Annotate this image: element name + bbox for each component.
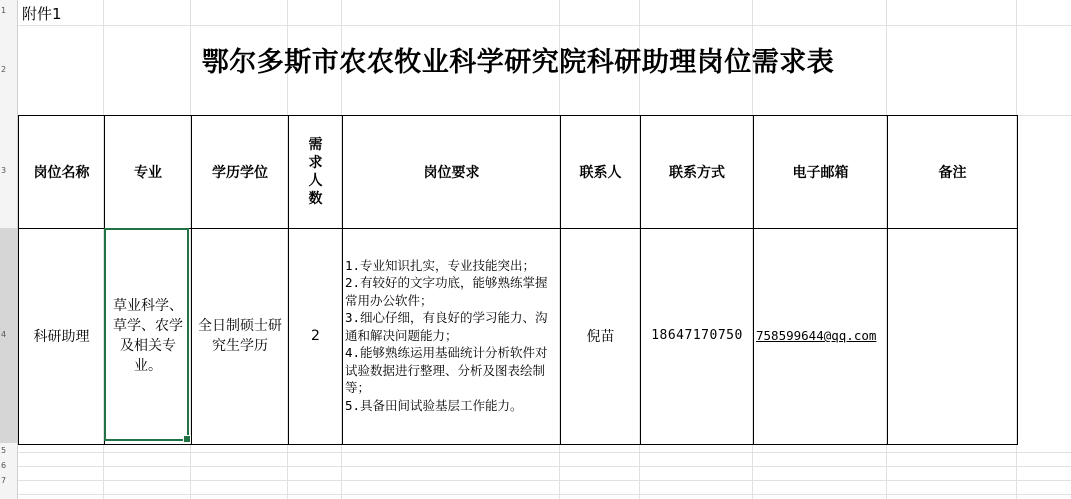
row-number[interactable]: 6 xyxy=(1,461,7,470)
cell-headcount[interactable]: 2 xyxy=(311,327,320,344)
header-major[interactable]: 专业 xyxy=(134,165,162,181)
header-requirements[interactable]: 岗位要求 xyxy=(423,165,480,181)
cell-phone[interactable]: 18647170750 xyxy=(651,328,743,343)
requirement-item: 3.细心仔细，有良好的学习能力、沟通和解决问题能力； xyxy=(345,310,548,343)
requirement-item: 2.有较好的文字功底，能够熟练掌握常用办公软件； xyxy=(345,275,548,308)
gridline xyxy=(0,466,1071,467)
header-remarks[interactable]: 备注 xyxy=(938,165,967,181)
header-degree[interactable]: 学历学位 xyxy=(212,165,268,181)
header-position[interactable]: 岗位名称 xyxy=(33,165,90,181)
requirement-item: 5.具备田间试验基层工作能力。 xyxy=(345,397,523,413)
requirement-item: 1.专业知识扎实，专业技能突出； xyxy=(345,257,536,273)
header-headcount-char: 需 xyxy=(308,137,323,153)
header-email[interactable]: 电子邮箱 xyxy=(792,165,849,181)
gridline xyxy=(0,25,1071,26)
email-link[interactable]: 758599644@qq.com xyxy=(756,328,877,343)
page-title[interactable]: 鄂尔多斯市农农牧业科学研究院科研助理岗位需求表 xyxy=(201,47,835,78)
cell-degree[interactable]: 全日制硕士研究生学历 xyxy=(198,317,282,354)
gridline xyxy=(0,494,1071,495)
cell-position[interactable]: 科研助理 xyxy=(33,328,90,345)
row-number[interactable]: 2 xyxy=(1,65,7,74)
gridline xyxy=(0,452,1071,453)
row-number[interactable]: 7 xyxy=(1,476,7,485)
header-headcount-char: 求 xyxy=(308,155,323,171)
cell-contact[interactable]: 倪苗 xyxy=(586,328,615,345)
header-phone[interactable]: 联系方式 xyxy=(669,165,725,181)
header-headcount[interactable] xyxy=(289,116,342,228)
header-headcount-char: 数 xyxy=(308,191,323,207)
requirements-table xyxy=(18,115,1018,445)
row-number[interactable]: 4 xyxy=(1,330,7,339)
gridline xyxy=(0,480,1071,481)
cell-major[interactable]: 草业科学、草学、农学及相关专业。 xyxy=(113,297,183,374)
row-number[interactable]: 1 xyxy=(1,6,7,15)
annex-label[interactable]: 附件1 xyxy=(22,5,62,23)
row-number[interactable]: 5 xyxy=(1,446,7,455)
cell-remarks[interactable] xyxy=(888,229,1017,442)
cell-email[interactable] xyxy=(754,229,887,442)
row-number[interactable]: 3 xyxy=(1,166,7,175)
header-headcount-char: 人 xyxy=(308,173,323,189)
row-header-column[interactable] xyxy=(0,0,18,499)
cell-requirements[interactable] xyxy=(343,229,560,442)
header-contact[interactable]: 联系人 xyxy=(579,165,622,181)
requirement-item: 4.能够熟练运用基础统计分析软件对试验数据进行整理、分析及图表绘制等； xyxy=(345,345,548,396)
